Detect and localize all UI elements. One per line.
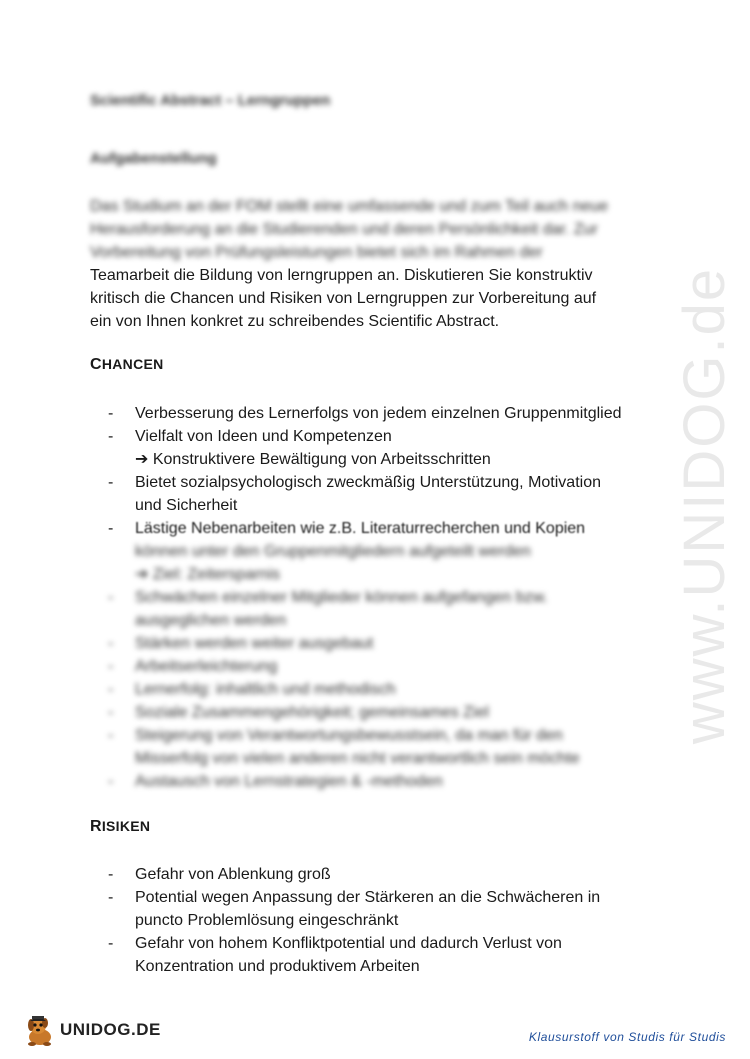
list-item: - Stärken werden weiter ausgebaut [108,635,374,652]
intro-line: ein von Ihnen konkret zu schreibendes Scientific Abstract. [90,313,500,330]
document-title: Scientific Abstract – Lerngruppen [90,92,331,109]
list-item: - Schwächen einzelner Mitglieder können aufgefangen bzw. ausgeglichen werden [108,589,548,629]
section-subtitle: Aufgabenstellung [90,150,217,167]
dog-mascot-icon [22,1013,58,1047]
list-item: - Austausch von Lernstrategien & -methoden [108,773,443,790]
intro-line: Vorbereitung von Prüfungsleistungen bietet sich im Rahmen der [90,244,543,261]
list-item: - Gefahr von hohem Konfliktpotential und dadurch Verlust von Konzentration und produktivem Arbeiten [108,935,562,975]
list-item: - Bietet sozialpsychologisch zweckmäßig Unterstützung, Motivation und Sicherheit [108,474,601,514]
intro-line: Herausforderung an die Studierenden und deren Persönlichkeit dar. Zur [90,221,598,238]
list-item: - Lästige Nebenarbeiten wie z.B. Literaturrecherchen und Kopien können unter den Gruppenmitgliedern aufgeteilt werden ➔ Ziel: Zeitersparnis [108,517,668,586]
arrow-point: ➔ Ziel: Zeitersparnis [135,566,281,583]
footer-tagline: Klausurstoff von Studis für Studis [528,1030,726,1044]
intro-line: kritisch die Chancen und Risiken von Lerngruppen zur Vorbereitung auf [90,290,597,307]
list-item: - Potential wegen Anpassung der Stärkeren an die Schwächeren in puncto Problemlösung eingeschränkt [108,889,601,929]
list-item: - Gefahr von Ablenkung groß [108,866,331,883]
list-item: - Steigerung von Verantwortungsbewusstsein, da man für den Misserfolg von vielen anderen nicht verantwortlich sein möchte [108,727,580,767]
list-item: - Lernerfolg: inhaltlich und methodisch [108,681,396,698]
arrow-icon: ➔ [135,566,149,583]
arrow-point: ➔ Konstruktivere Bewältigung von Arbeitsschritten [135,451,491,468]
chancen-list [108,402,668,793]
risiken-list [108,863,668,978]
logo-text: UNIDOG.DE [60,1020,161,1039]
intro-line: Das Studium an der FOM stellt eine umfassende und zum Teil auch neue [90,198,609,215]
list-item: - Vielfalt von Ideen und Kompetenzen ➔ Konstruktivere Bewältigung von Arbeitsschritten [108,425,668,471]
watermark: www.UNIDOG.de [672,266,738,744]
list-item: - Arbeitserleichterung [108,658,278,675]
arrow-icon: ➔ [135,451,149,468]
list-item: - Verbesserung des Lernerfolgs von jedem einzelnen Gruppenmitglied [108,405,622,422]
intro-paragraph [90,195,650,333]
chancen-heading: CHANCEN [90,356,164,373]
risiken-heading: RISIKEN [90,818,151,835]
list-item: - Soziale Zusammengehörigkeit; gemeinsames Ziel [108,704,489,721]
unidog-logo [22,1012,161,1048]
intro-line: Teamarbeit die Bildung von lerngruppen an. Diskutieren Sie konstruktiv [90,267,593,284]
